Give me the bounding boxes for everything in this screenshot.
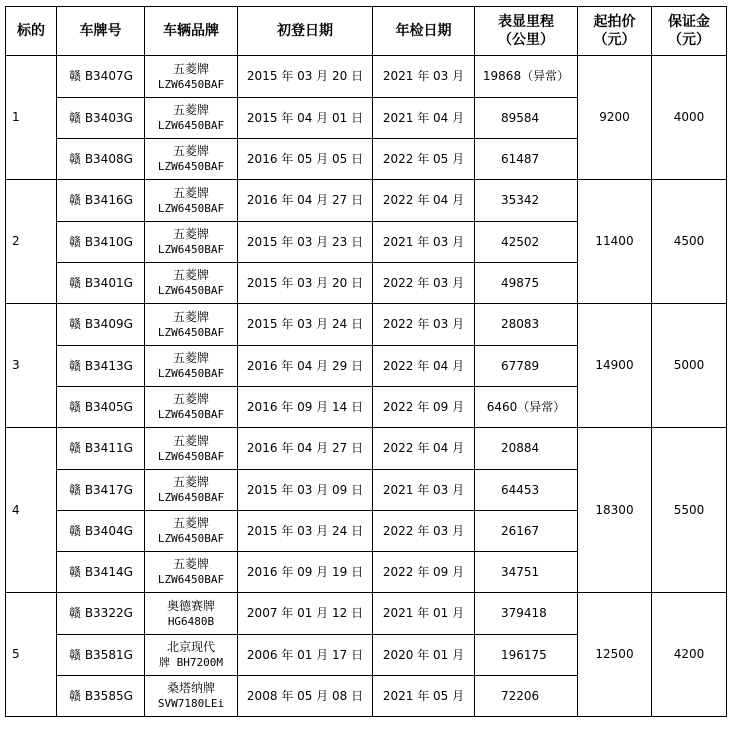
- brand-model: LZW6450BAF: [157, 449, 225, 463]
- vehicle-brand: [145, 511, 238, 552]
- table-row: [6, 428, 727, 470]
- inspection-date: 2021 年 03 月: [373, 222, 475, 263]
- plate-number: 赣 B3407G: [57, 56, 145, 98]
- table-body: [6, 56, 727, 717]
- header-deposit-line2: （元）: [668, 32, 710, 48]
- inspection-date: 2022 年 03 月: [373, 511, 475, 552]
- lot-number: 4: [6, 428, 57, 593]
- registration-date: 2015 年 03 月 24 日: [238, 511, 373, 552]
- deposit: 4200: [652, 593, 727, 717]
- table-row: [6, 180, 727, 222]
- brand-name: 五菱牌: [172, 433, 209, 448]
- start-price: 14900: [578, 304, 652, 428]
- brand-name: 五菱牌: [172, 516, 209, 530]
- inspection-date: 2022 年 04 月: [373, 428, 475, 470]
- plate-number: 赣 B3411G: [57, 428, 145, 470]
- lot-number: 3: [6, 304, 57, 428]
- plate-number: 赣 B3413G: [57, 346, 145, 387]
- registration-date: 2016 年 09 月 14 日: [238, 387, 373, 428]
- brand-name: 五菱牌: [172, 185, 209, 200]
- plate-number: 赣 B3401G: [57, 263, 145, 304]
- odometer-mileage: 196175: [475, 635, 578, 676]
- lot-number: 2: [6, 180, 57, 304]
- brand-name: 五菱牌: [172, 557, 209, 571]
- start-price: 9200: [578, 56, 652, 180]
- plate-number: 赣 B3410G: [57, 222, 145, 263]
- header-row: [6, 7, 727, 56]
- brand-model: LZW6450BAF: [157, 573, 225, 586]
- vehicle-brand: [145, 263, 238, 304]
- vehicle-brand: [145, 56, 238, 98]
- inspection-date: 2021 年 01 月: [373, 593, 475, 635]
- odometer-mileage: 19868（异常）: [475, 56, 578, 98]
- inspection-date: 2022 年 03 月: [373, 304, 475, 346]
- odometer-mileage: 6460（异常）: [475, 387, 578, 428]
- odometer-mileage: 49875: [475, 263, 578, 304]
- inspection-date: 2022 年 09 月: [373, 387, 475, 428]
- registration-date: 2016 年 09 月 19 日: [238, 552, 373, 593]
- registration-date: 2015 年 03 月 20 日: [238, 56, 373, 98]
- inspection-date: 2021 年 05 月: [373, 676, 475, 717]
- deposit: 5000: [652, 304, 727, 428]
- vehicle-brand: [145, 387, 238, 428]
- brand-name: 五菱牌: [172, 475, 209, 489]
- header-start-price: [578, 7, 652, 56]
- odometer-mileage: 89584: [475, 98, 578, 139]
- brand-model: LZW6450BAF: [157, 367, 225, 380]
- registration-date: 2015 年 03 月 20 日: [238, 263, 373, 304]
- inspection-date: 2020 年 01 月: [373, 635, 475, 676]
- plate-number: 赣 B3408G: [57, 139, 145, 180]
- vehicle-brand: [145, 552, 238, 593]
- vehicle-brand: [145, 222, 238, 263]
- registration-date: 2016 年 05 月 05 日: [238, 139, 373, 180]
- plate-number: 赣 B3409G: [57, 304, 145, 346]
- brand-name: 北京现代: [166, 640, 215, 654]
- lot-number: 1: [6, 56, 57, 180]
- deposit: 4000: [652, 56, 727, 180]
- header-deposit: [652, 7, 727, 56]
- header-inspect-date: 年检日期: [373, 7, 475, 56]
- brand-model: LZW6450BAF: [157, 532, 225, 545]
- brand-name: 五菱牌: [172, 309, 209, 324]
- plate-number: 赣 B3405G: [57, 387, 145, 428]
- header-mileage: [475, 7, 578, 56]
- registration-date: 2016 年 04 月 27 日: [238, 180, 373, 222]
- brand-model: HG6480B: [167, 614, 215, 628]
- vehicle-brand: [145, 139, 238, 180]
- plate-number: 赣 B3581G: [57, 635, 145, 676]
- plate-number: 赣 B3414G: [57, 552, 145, 593]
- registration-date: 2008 年 05 月 08 日: [238, 676, 373, 717]
- odometer-mileage: 379418: [475, 593, 578, 635]
- brand-model: 牌 BH7200M: [159, 656, 223, 669]
- header-mileage-line2: （公里）: [498, 32, 554, 48]
- registration-date: 2007 年 01 月 12 日: [238, 593, 373, 635]
- inspection-date: 2022 年 09 月: [373, 552, 475, 593]
- brand-name: 五菱牌: [172, 227, 209, 241]
- inspection-date: 2022 年 03 月: [373, 263, 475, 304]
- odometer-mileage: 26167: [475, 511, 578, 552]
- odometer-mileage: 64453: [475, 470, 578, 511]
- brand-model: LZW6450BAF: [157, 243, 225, 256]
- odometer-mileage: 42502: [475, 222, 578, 263]
- plate-number: 赣 B3403G: [57, 98, 145, 139]
- inspection-date: 2021 年 03 月: [373, 470, 475, 511]
- vehicle-brand: [145, 346, 238, 387]
- vehicle-brand: [145, 593, 238, 635]
- registration-date: 2006 年 01 月 17 日: [238, 635, 373, 676]
- vehicle-brand: [145, 180, 238, 222]
- header-brand: 车辆品牌: [145, 7, 238, 56]
- plate-number: 赣 B3417G: [57, 470, 145, 511]
- registration-date: 2015 年 03 月 09 日: [238, 470, 373, 511]
- header-start-price-line2: （元）: [593, 32, 636, 48]
- plate-number: 赣 B3404G: [57, 511, 145, 552]
- deposit: 4500: [652, 180, 727, 304]
- brand-name: 桑塔纳牌: [166, 681, 215, 695]
- deposit: 5500: [652, 428, 727, 593]
- vehicle-brand: [145, 635, 238, 676]
- brand-model: LZW6450BAF: [157, 325, 225, 339]
- lot-number: 5: [6, 593, 57, 717]
- brand-model: LZW6450BAF: [157, 201, 225, 215]
- header-mileage-line1: 表显里程: [498, 14, 554, 30]
- odometer-mileage: 20884: [475, 428, 578, 470]
- vehicle-brand: [145, 470, 238, 511]
- plate-number: 赣 B3416G: [57, 180, 145, 222]
- table-row: [6, 593, 727, 635]
- plate-number: 赣 B3585G: [57, 676, 145, 717]
- header-start-price-line1: 起拍价: [593, 14, 636, 30]
- brand-model: LZW6450BAF: [157, 284, 225, 297]
- start-price: 18300: [578, 428, 652, 593]
- brand-model: LZW6450BAF: [157, 491, 225, 504]
- header-reg-date: 初登日期: [238, 7, 373, 56]
- table-row: [6, 304, 727, 346]
- brand-name: 奥德赛牌: [166, 598, 215, 613]
- odometer-mileage: 61487: [475, 139, 578, 180]
- registration-date: 2015 年 03 月 24 日: [238, 304, 373, 346]
- brand-model: LZW6450BAF: [157, 408, 225, 421]
- brand-model: SVW7180LEi: [157, 697, 225, 710]
- inspection-date: 2021 年 04 月: [373, 98, 475, 139]
- brand-model: LZW6450BAF: [157, 119, 225, 132]
- start-price: 12500: [578, 593, 652, 717]
- brand-name: 五菱牌: [172, 351, 209, 365]
- inspection-date: 2022 年 05 月: [373, 139, 475, 180]
- vehicle-auction-table: [5, 6, 727, 717]
- odometer-mileage: 34751: [475, 552, 578, 593]
- inspection-date: 2022 年 04 月: [373, 346, 475, 387]
- registration-date: 2016 年 04 月 27 日: [238, 428, 373, 470]
- vehicle-brand: [145, 304, 238, 346]
- odometer-mileage: 28083: [475, 304, 578, 346]
- brand-model: LZW6450BAF: [157, 77, 225, 91]
- odometer-mileage: 35342: [475, 180, 578, 222]
- header-plate: 车牌号: [57, 7, 145, 56]
- brand-name: 五菱牌: [172, 61, 209, 76]
- table-row: [6, 56, 727, 98]
- odometer-mileage: 67789: [475, 346, 578, 387]
- header-lot: 标的: [6, 7, 57, 56]
- odometer-mileage: 72206: [475, 676, 578, 717]
- inspection-date: 2022 年 04 月: [373, 180, 475, 222]
- inspection-date: 2021 年 03 月: [373, 56, 475, 98]
- brand-name: 五菱牌: [172, 103, 209, 117]
- brand-model: LZW6450BAF: [157, 160, 225, 173]
- brand-name: 五菱牌: [172, 268, 209, 282]
- registration-date: 2015 年 04 月 01 日: [238, 98, 373, 139]
- vehicle-brand: [145, 676, 238, 717]
- vehicle-brand: [145, 428, 238, 470]
- vehicle-brand: [145, 98, 238, 139]
- plate-number: 赣 B3322G: [57, 593, 145, 635]
- registration-date: 2016 年 04 月 29 日: [238, 346, 373, 387]
- brand-name: 五菱牌: [172, 392, 209, 406]
- header-deposit-line1: 保证金: [668, 14, 710, 30]
- registration-date: 2015 年 03 月 23 日: [238, 222, 373, 263]
- start-price: 11400: [578, 180, 652, 304]
- brand-name: 五菱牌: [172, 144, 209, 158]
